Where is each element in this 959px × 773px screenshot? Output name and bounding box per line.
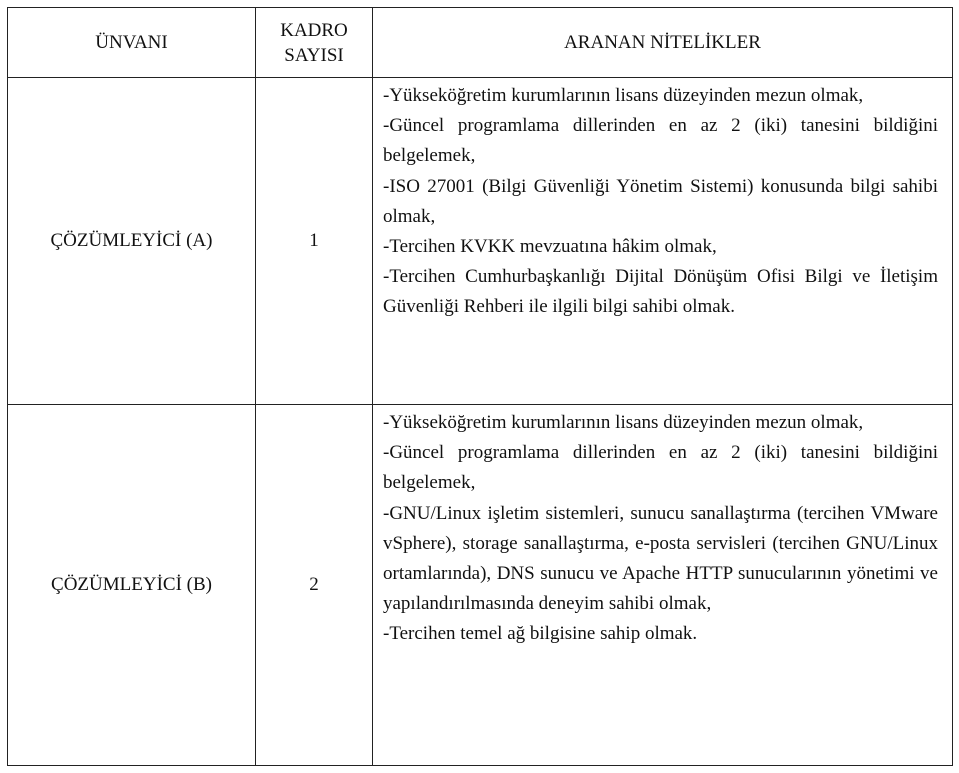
header-title bbox=[8, 8, 256, 78]
table-row bbox=[8, 78, 953, 405]
requirement-item: -Tercihen temel ağ bilgisine sahip olmak. bbox=[383, 623, 698, 645]
header-count bbox=[256, 8, 373, 78]
table-header-row bbox=[8, 8, 953, 78]
header-count-line2: SAYISI bbox=[284, 44, 344, 66]
position-title-cell bbox=[8, 78, 256, 405]
requirements-cell bbox=[373, 78, 953, 405]
position-count-cell bbox=[256, 405, 373, 766]
requirement-item: -Tercihen Cumhurbaşkanlığı Dijital Dönüşüm Ofisi Bilgi ve İletişim Güvenliği Rehberi ile ilgili bilgi sahibi olmak. bbox=[383, 266, 938, 318]
requirement-item: -GNU/Linux işletim sistemleri, sunucu sanallaştırma (tercihen VMware vSphere), storage sanallaştırma, e-posta servisleri (tercihen GNU/Linux ortamlarında), DNS sunucu ve Apache HTTP sunucularının yönetimi ve yapılandırılmasında deneyim sahibi olmak, bbox=[383, 502, 938, 615]
requirements-cell bbox=[373, 405, 953, 766]
position-title-cell bbox=[8, 405, 256, 766]
header-title-label: ÜNVANI bbox=[95, 32, 168, 53]
position-title: ÇÖZÜMLEYİCİ (B) bbox=[51, 574, 212, 595]
requirement-item: -Yükseköğretim kurumlarının lisans düzeyinden mezun olmak, bbox=[383, 85, 864, 106]
position-title: ÇÖZÜMLEYİCİ (A) bbox=[50, 230, 213, 251]
staff-requirements-table bbox=[7, 7, 953, 766]
requirement-item: -Güncel programlama dillerinden en az 2 (iki) tanesini bildiğini belgelemek, bbox=[383, 115, 938, 167]
header-count-line1: KADRO bbox=[280, 19, 348, 41]
table-row bbox=[8, 405, 953, 766]
requirement-item: -Tercihen KVKK mevzuatına hâkim olmak, bbox=[383, 236, 717, 258]
requirement-item: -ISO 27001 (Bilgi Güvenliği Yönetim Sistemi) konusunda bilgi sahibi olmak, bbox=[383, 175, 938, 227]
position-count-cell bbox=[256, 78, 373, 405]
requirement-item: -Güncel programlama dillerinden en az 2 (iki) tanesini bildiğini belgelemek, bbox=[383, 442, 938, 494]
position-count: 2 bbox=[309, 574, 319, 595]
header-requirements-label: ARANAN NİTELİKLER bbox=[564, 32, 761, 53]
cut-off-text-strip bbox=[0, 0, 959, 7]
header-requirements bbox=[373, 8, 953, 78]
requirement-item: -Yükseköğretim kurumlarının lisans düzeyinden mezun olmak, bbox=[383, 412, 864, 433]
position-count: 1 bbox=[309, 230, 319, 251]
